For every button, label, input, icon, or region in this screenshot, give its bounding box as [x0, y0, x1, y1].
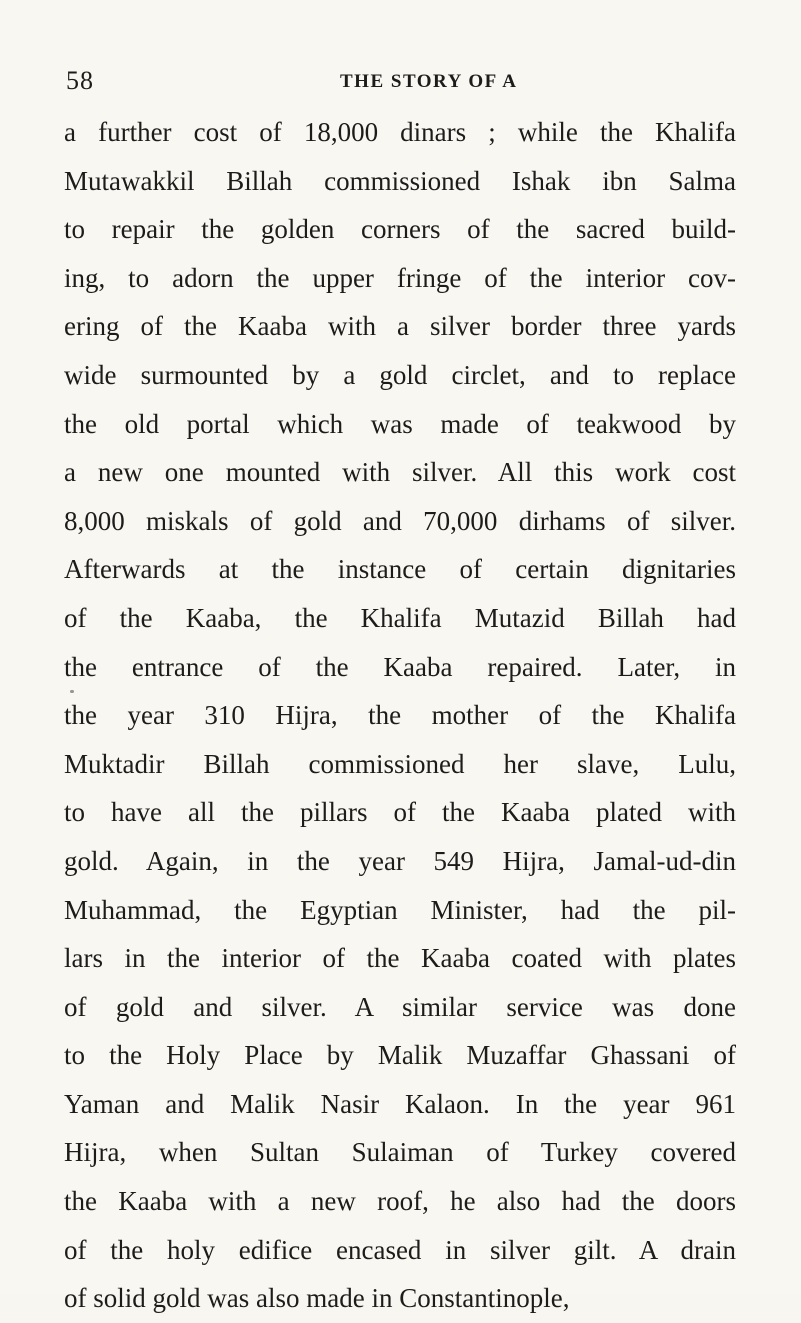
text-line: Muktadir Billah commissioned her slave, Lulu,	[64, 748, 736, 779]
text-line: to the Holy Place by Malik Muzaffar Ghassani of	[64, 1040, 736, 1071]
text-line: a further cost of 18,000 dinars ; while the Khalifa	[64, 117, 736, 147]
text-line: the Kaaba with a new roof, he also had the doors	[64, 1186, 736, 1217]
text-line: wide surmounted by a gold circlet, and to replace	[64, 359, 736, 390]
text-line: of gold and silver. A similar service was done	[64, 991, 736, 1022]
text-line: Hijra, when Sultan Sulaiman of Turkey covered	[64, 1137, 736, 1168]
text-line: a new one mounted with silver. All this work cost	[64, 457, 736, 488]
text-line: to have all the pillars of the Kaaba plated with	[64, 797, 736, 828]
text-line: the old portal which was made of teakwood by	[64, 408, 736, 439]
page-header	[0, 66, 801, 96]
text-line: lars in the interior of the Kaaba coated with plates	[64, 943, 736, 974]
text-line: of solid gold was also made in Constantinople,	[64, 1283, 570, 1314]
text-line: Afterwards at the instance of certain dignitaries	[64, 554, 736, 585]
text-line: the entrance of the Kaaba repaired. Later, in	[64, 651, 736, 682]
paper-speck	[70, 690, 74, 693]
text-line: of the Kaaba, the Khalifa Mutazid Billah had	[64, 602, 736, 633]
running-head: THE STORY OF A	[340, 71, 518, 92]
text-line: ering of the Kaaba with a silver border three yards	[64, 311, 736, 342]
text-line: Muhammad, the Egyptian Minister, had the pil-	[64, 894, 736, 925]
text-line: gold. Again, in the year 549 Hijra, Jamal-ud-din	[64, 845, 736, 876]
text-line: 8,000 miskals of gold and 70,000 dirhams of silver.	[64, 505, 736, 536]
text-line: Yaman and Malik Nasir Kalaon. In the year 961	[64, 1088, 736, 1119]
text-line: Mutawakkil Billah commissioned Ishak ibn Salma	[64, 165, 736, 196]
page-number: 58	[66, 66, 94, 95]
text-line: to repair the golden corners of the sacred build-	[64, 214, 736, 245]
text-line: ing, to adorn the upper fringe of the interior cov-	[64, 262, 736, 293]
text-line: the year 310 Hijra, the mother of the Khalifa	[64, 700, 736, 731]
body-text	[64, 108, 736, 1323]
text-line: of the holy edifice encased in silver gilt. A drain	[64, 1234, 736, 1265]
